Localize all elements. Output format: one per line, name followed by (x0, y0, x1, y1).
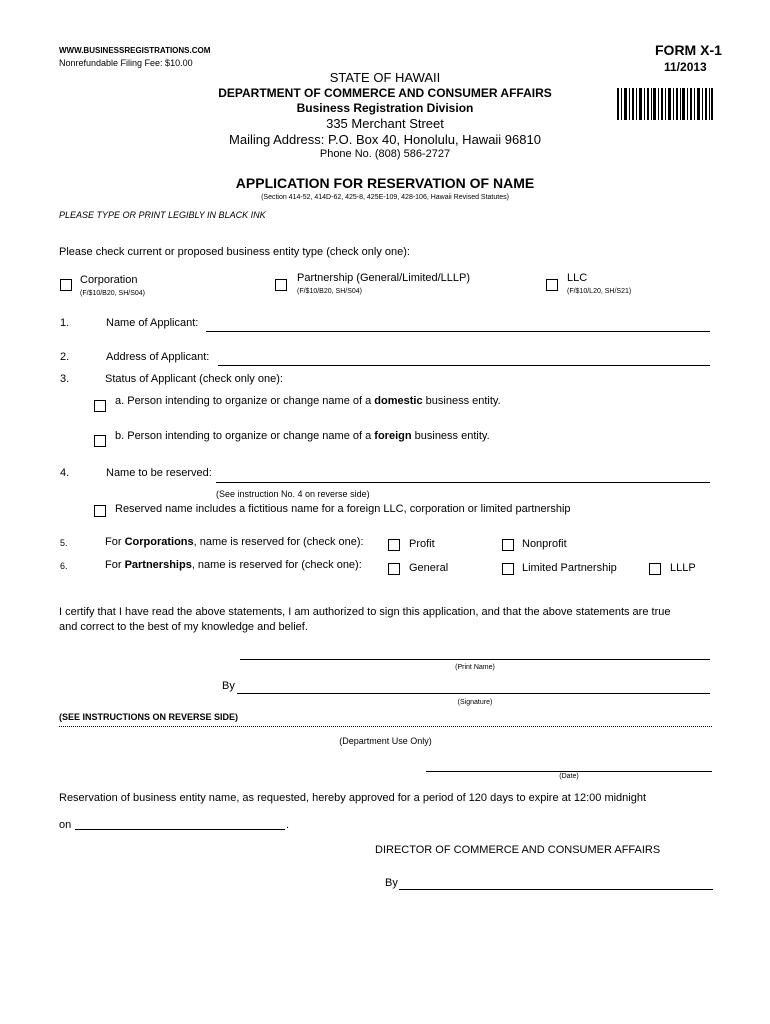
mailing-address: Mailing Address: P.O. Box 40, Honolulu, Hawaii 96810 (229, 132, 541, 147)
by-label: By (222, 680, 235, 692)
form-title: APPLICATION FOR RESERVATION OF NAME (235, 175, 535, 191)
filing-fee: Nonrefundable Filing Fee: $10.00 (59, 58, 193, 68)
lllp-label: LLLP (670, 562, 696, 574)
llc-label: LLC (567, 272, 588, 284)
general-checkbox[interactable] (388, 563, 400, 575)
division-heading: Business Registration Division (296, 101, 474, 115)
statutes: (Section 414-52, 414D-62, 425-8, 425E-109, 428-106, Hawaii Revised Statutes) (261, 194, 509, 201)
limited-partnership-label: Limited Partnership (522, 562, 617, 574)
see-reverse-note: (SEE INSTRUCTIONS ON REVERSE SIDE) (59, 712, 239, 722)
item-number-2: 2. (60, 351, 70, 363)
department-use-caption: (Department Use Only) (339, 736, 432, 746)
department-use-divider (59, 726, 712, 727)
status-foreign-label: b. Person intending to organize or change name of a foreign business entity. (115, 430, 490, 442)
corporation-checkbox[interactable] (60, 279, 72, 291)
state-heading: STATE OF HAWAII (329, 70, 441, 85)
ink-instruction: PLEASE TYPE OR PRINT LEGIBLY IN BLACK INK (59, 210, 266, 220)
director-title: DIRECTOR OF COMMERCE AND CONSUMER AFFAIRS (375, 844, 661, 856)
status-domestic-label: a. Person intending to organize or change name of a domestic business entity. (115, 395, 501, 407)
partnerships-reserve-label: For Partnerships, name is reserved for (check one): (105, 559, 362, 571)
entity-prompt: Please check current or proposed business entity type (check only one): (59, 246, 410, 258)
expiry-date-field[interactable] (75, 815, 285, 830)
profit-checkbox[interactable] (388, 539, 400, 551)
on-label: on (59, 819, 72, 831)
status-domestic-checkbox[interactable] (94, 400, 106, 412)
fictitious-name-label: Reserved name includes a fictitious name for a foreign LLC, corporation or limited partnership (115, 503, 571, 515)
llc-code: (F/$10/L20, SH/S21) (567, 288, 632, 295)
date-caption: (Date) (559, 773, 579, 780)
certify-line-2: and correct to the best of my knowledge and belief. (59, 621, 308, 633)
limited-partnership-checkbox[interactable] (502, 563, 514, 575)
item-number-6: 6. (60, 561, 68, 571)
date-field[interactable] (426, 757, 712, 772)
street-address: 335 Merchant Street (326, 116, 444, 131)
status-foreign-checkbox[interactable] (94, 435, 106, 447)
lllp-checkbox[interactable] (649, 563, 661, 575)
partnership-checkbox[interactable] (275, 279, 287, 291)
corporations-reserve-label: For Corporations, name is reserved for (check one): (105, 536, 364, 548)
llc-checkbox[interactable] (546, 279, 558, 291)
corporation-label: Corporation (80, 274, 138, 286)
item-number-3: 3. (60, 373, 70, 385)
print-name-field[interactable] (240, 645, 710, 660)
applicant-address-field[interactable] (218, 351, 710, 366)
applicant-name-label: Name of Applicant: (106, 317, 199, 329)
see-instruction-note: (See instruction No. 4 on reverse side) (216, 489, 370, 499)
partnership-label: Partnership (General/Limited/LLLP) (297, 272, 471, 284)
general-label: General (409, 562, 449, 574)
website: WWW.BUSINESSREGISTRATIONS.COM (59, 46, 211, 55)
department-heading: DEPARTMENT OF COMMERCE AND CONSUMER AFFAIRS (218, 86, 552, 100)
name-reserved-label: Name to be reserved: (106, 467, 212, 479)
signature-field[interactable] (237, 679, 710, 694)
applicant-address-label: Address of Applicant: (106, 351, 210, 363)
director-by-label: By (385, 877, 398, 889)
phone-number: Phone No. (808) 586-2727 (319, 148, 451, 160)
item-number-5: 5. (60, 538, 68, 548)
corporation-code: (F/$10/B20, SH/S04) (80, 290, 145, 297)
period-mark: . (286, 819, 290, 831)
director-signature-field[interactable] (399, 875, 713, 890)
applicant-name-field[interactable] (206, 317, 710, 332)
signature-caption: (Signature) (457, 699, 493, 706)
form-id: FORM X-1 (655, 42, 722, 58)
certify-line-1: I certify that I have read the above statements, I am authorized to sign this application, and that the above statements are true (59, 606, 671, 618)
status-label: Status of Applicant (check only one): (105, 373, 283, 385)
item-number-4: 4. (60, 467, 70, 479)
name-reserved-field[interactable] (216, 468, 710, 483)
partnership-code: (F/$10/B20, SH/S04) (297, 288, 362, 295)
item-number-1: 1. (60, 317, 70, 329)
profit-label: Profit (409, 538, 435, 550)
nonprofit-label: Nonprofit (522, 538, 567, 550)
print-name-caption: (Print Name) (455, 664, 495, 671)
approval-text: Reservation of business entity name, as requested, hereby approved for a period of 120 days to expire at 12:00 midnight (59, 792, 647, 804)
form-date: 11/2013 (664, 60, 707, 74)
nonprofit-checkbox[interactable] (502, 539, 514, 551)
fictitious-name-checkbox[interactable] (94, 505, 106, 517)
